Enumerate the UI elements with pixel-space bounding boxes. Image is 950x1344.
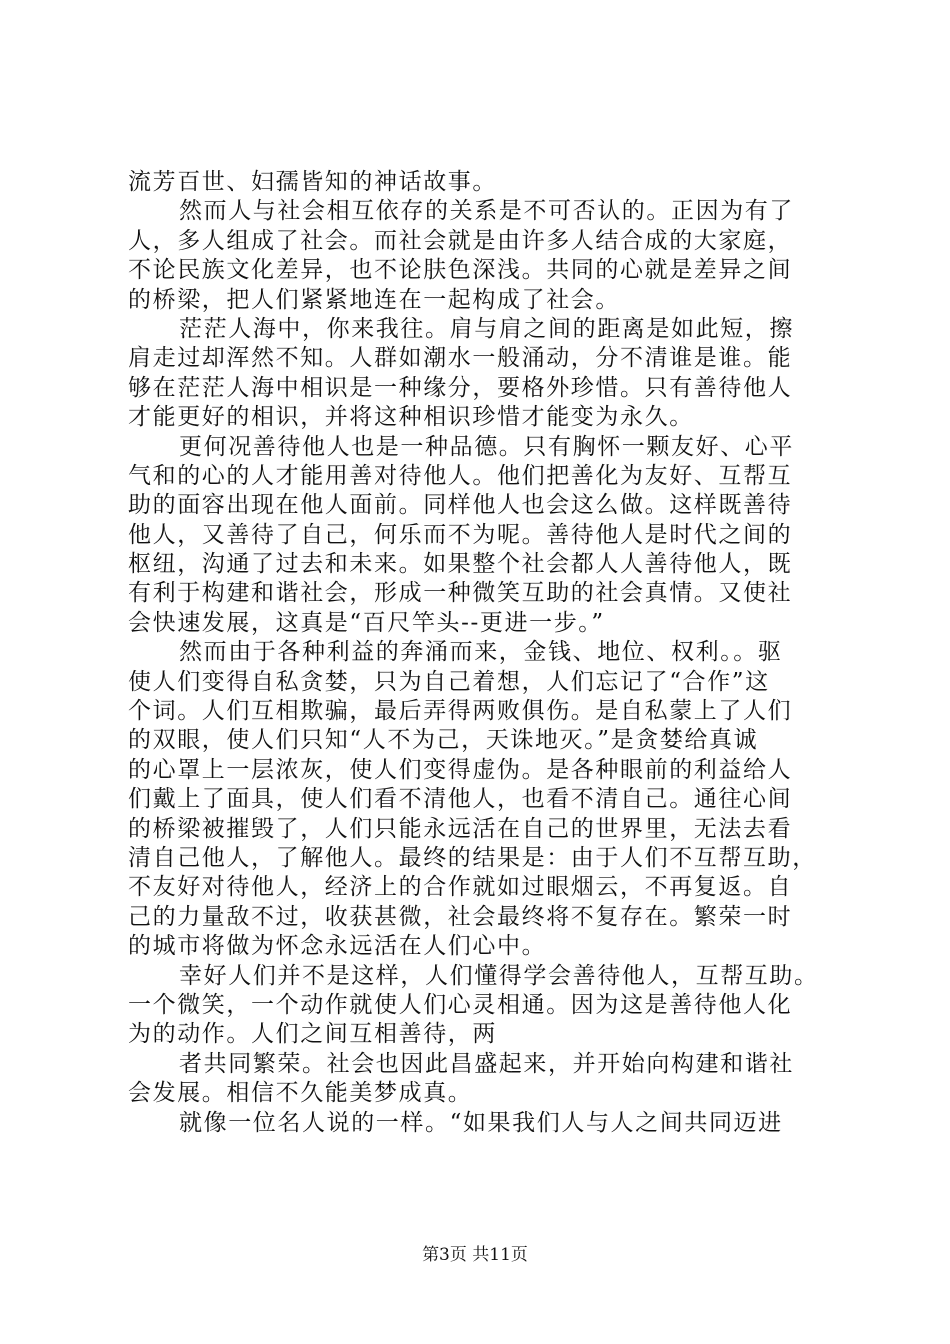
paragraph-start-line: 茫茫人海中，你来我往。肩与肩之间的距离是如此短，擦 [179, 315, 794, 342]
text-line: 助的面容出现在他人面前。同样他人也会这么做。这样既善待 [128, 492, 793, 519]
text-line: 的双眼，使人们只知“人不为己，天诛地灭。”是贪婪给真诚 [128, 727, 759, 754]
text-line: 够在茫茫人海中相识是一种缘分，要格外珍惜。只有善待他人 [128, 374, 793, 401]
text-line: 气和的心的人才能用善对待他人。他们把善化为友好、互帮互 [128, 462, 793, 489]
text-line: 的心罩上一层浓灰，使人们变得虚伪。是各种眼前的利益给人 [128, 756, 793, 783]
text-line: 不友好对待他人，经济上的合作就如过眼烟云，不再复返。自 [128, 874, 793, 901]
paragraph-start-line: 者共同繁荣。社会也因此昌盛起来，并开始向构建和谐社 [179, 1050, 794, 1077]
text-line: 人，多人组成了社会。而社会就是由许多人结合成的大家庭， [128, 227, 793, 254]
text-line: 会发展。相信不久能美梦成真。 [128, 1080, 473, 1107]
paragraph-start-line: 幸好人们并不是这样，人们懂得学会善待他人，互帮互助。 [179, 962, 819, 989]
text-line: 一个微笑，一个动作就使人们心灵相通。因为这是善待他人化 [128, 991, 793, 1018]
text-line: 为的动作。人们之间互相善待，两 [128, 1021, 497, 1048]
text-line: 才能更好的相识，并将这种相识珍惜才能变为永久。 [128, 404, 694, 431]
text-line: 枢纽，沟通了过去和未来。如果整个社会都人人善待他人，既 [128, 551, 793, 578]
paragraph-start-line: 然而人与社会相互依存的关系是不可否认的。正因为有了 [179, 198, 794, 225]
paragraph-start-line: 更何况善待他人也是一种品德。只有胸怀一颗友好、心平 [179, 433, 794, 460]
text-line: 个词。人们互相欺骗，最后弄得两败俱伤。是自私蒙上了人们 [128, 698, 793, 725]
text-line: 有利于构建和谐社会，形成一种微笑互助的社会真情。又使社 [128, 580, 793, 607]
article-body [128, 168, 832, 1138]
text-line: 的城市将做为怀念永远活在人们心中。 [128, 933, 547, 960]
text-line: 使人们变得自私贪婪，只为自己着想，人们忘记了“合作”这 [128, 668, 770, 695]
text-line: 流芳百世、妇孺皆知的神话故事。 [128, 169, 497, 195]
text-line: 会快速发展，这真是“百尺竿头--更进一步。” [128, 609, 605, 636]
paragraph-start-line: 就像一位名人说的一样。“如果我们人与人之间共同迈进 [179, 1109, 783, 1136]
page-number-footer: 第3页 共11页 [422, 1245, 528, 1265]
text-line: 他人，又善待了自己，何乐而不为呢。善待他人是时代之间的 [128, 521, 793, 548]
text-line: 的桥梁，把人们紧紧地连在一起构成了社会。 [128, 286, 620, 313]
text-line: 肩走过却浑然不知。人群如潮水一般涌动，分不清谁是谁。能 [128, 345, 793, 372]
paragraph-start-line: 然而由于各种利益的奔涌而来，金钱、地位、权利。。驱 [179, 639, 783, 666]
text-line: 们戴上了面具，使人们看不清他人，也看不清自己。通往心间 [128, 786, 793, 813]
text-line: 不论民族文化差异，也不论肤色深浅。共同的心就是差异之间 [128, 257, 793, 284]
text-line: 的桥梁被摧毁了，人们只能永远活在自己的世界里，无法去看 [128, 815, 793, 842]
text-line: 己的力量敌不过，收获甚微，社会最终将不复存在。繁荣一时 [128, 903, 793, 930]
text-line: 清自己他人，了解他人。最终的结果是：由于人们不互帮互助， [128, 844, 817, 871]
